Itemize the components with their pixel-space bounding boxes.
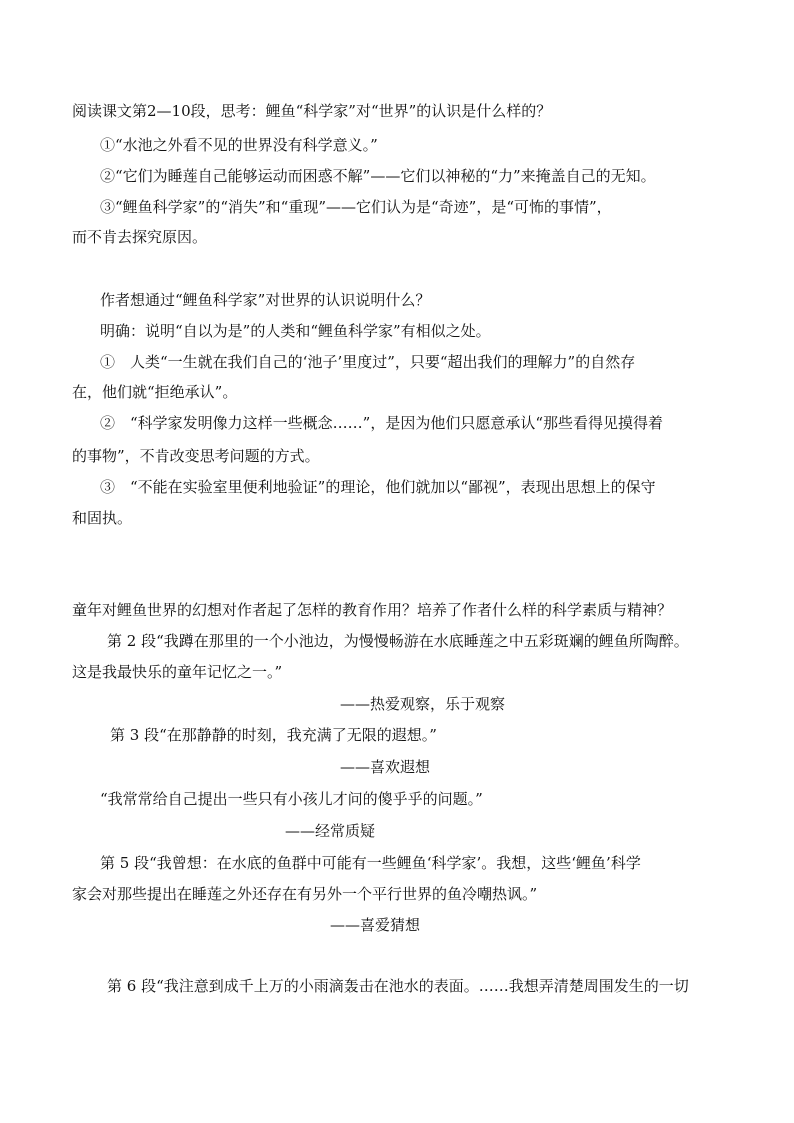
answer-2: 明确：说明“自以为是”的人类和“鲤鱼科学家”有相似之处。 bbox=[100, 322, 491, 340]
para-2-line-2: 这是我最快乐的童年记忆之一。” bbox=[72, 663, 283, 681]
para-3-line-1: 第 3 段“在那静静的时刻，我充满了无限的遐想。” bbox=[110, 726, 437, 744]
point-2: ②“它们为睡莲自己能够运动而困惑不解”——它们以神秘的“力”来掩盖自己的无知。 bbox=[100, 167, 656, 185]
item-2-line-2: 的事物”，不肯改变思考问题的方式。 bbox=[72, 447, 320, 465]
item-3-line-2: 和固执。 bbox=[72, 509, 133, 527]
point-1: ①“水池之外看不见的世界没有科学意义。” bbox=[100, 136, 378, 154]
para-2-line-1: 第 2 段“我蹲在那里的一个小池边，为慢慢畅游在水底睡莲之中五彩斑斓的鲤鱼所陶醉。 bbox=[107, 632, 689, 650]
item-2-line-1: ② “科学家发明像力这样一些概念……”，是因为他们只愿意承认“那些看得见摸得着 bbox=[100, 414, 664, 432]
question-2: 作者想通过“鲤鱼科学家”对世界的认识说明什么？ bbox=[100, 291, 431, 309]
para-3b-note: ——经常质疑 bbox=[285, 822, 376, 840]
item-3-line-1: ③ “不能在实验室里便利地验证”的理论，他们就加以“鄙视”，表现出思想上的保守 bbox=[100, 478, 656, 496]
para-5-line-2: 家会对那些提出在睡莲之外还存在有另外一个平行世界的鱼冷嘲热讽。” bbox=[72, 885, 538, 903]
para-3b-line-1: “我常常给自己提出一些只有小孩儿才问的傻乎乎的问题。” bbox=[100, 790, 483, 808]
para-2-note: ——热爱观察，乐于观察 bbox=[340, 695, 506, 713]
point-3-line-2: 而不肯去探究原因。 bbox=[72, 228, 208, 246]
question-1: 阅读课文第2—10段，思考：鲤鱼“科学家”对“世界”的认识是什么样的？ bbox=[72, 102, 552, 120]
question-3: 童年对鲤鱼世界的幻想对作者起了怎样的教育作用？培养了作者什么样的科学素质与精神？ bbox=[72, 601, 673, 619]
para-3-note: ——喜欢遐想 bbox=[340, 758, 431, 776]
para-6-line-1: 第 6 段“我注意到成千上万的小雨滴轰击在池水的表面。……我想弄清楚周围发生的一切 bbox=[107, 977, 689, 995]
para-5-note: ——喜爱猜想 bbox=[330, 916, 421, 934]
item-1-line-2: 在，他们就“拒绝承认”。 bbox=[72, 383, 238, 401]
item-1-line-1: ① 人类“一生就在我们自己的‘池子’里度过”，只要“超出我们的理解力”的自然存 bbox=[100, 353, 636, 371]
point-3-line-1: ③“鲤鱼科学家”的“消失”和“重现”——它们认为是“奇迹”，是“可怖的事情”， bbox=[100, 198, 612, 216]
para-5-line-1: 第 5 段“我曾想：在水底的鱼群中可能有一些鲤鱼‘科学家’。我想，这些‘鲤鱼’科学 bbox=[100, 854, 641, 872]
